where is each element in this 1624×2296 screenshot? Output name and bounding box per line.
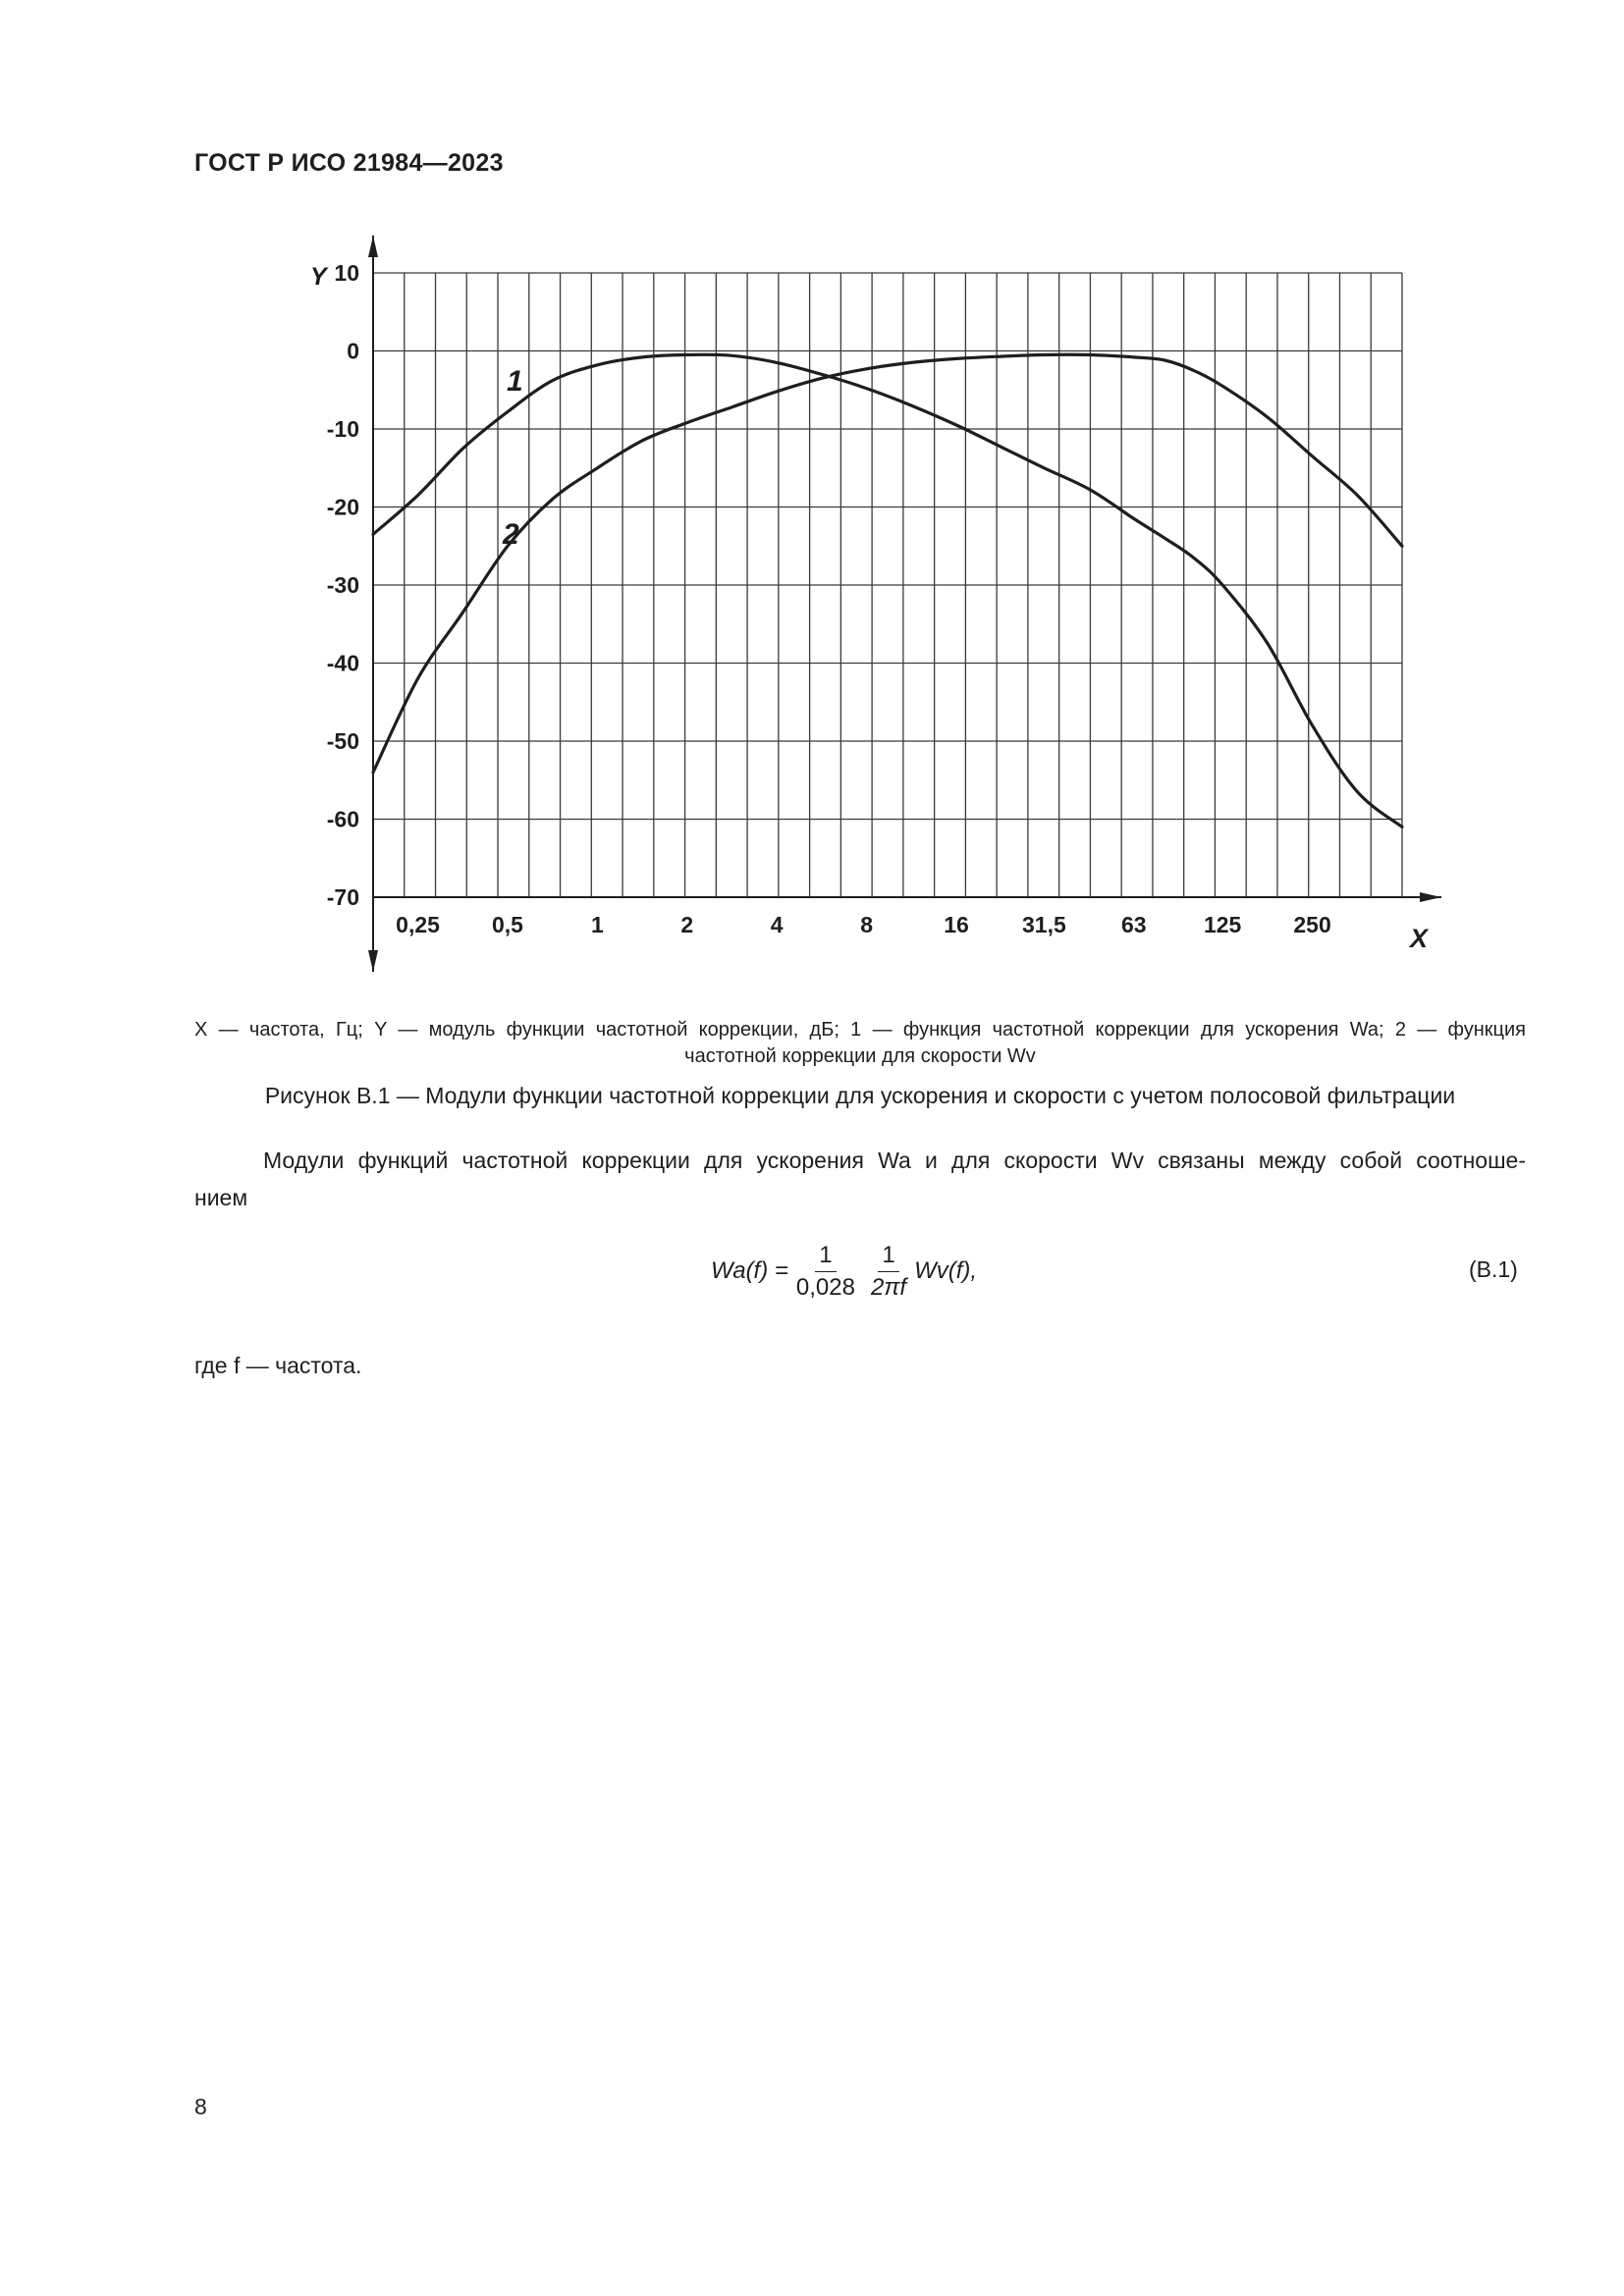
body-paragraph	[194, 1142, 1526, 1216]
y-tick-label: -20	[326, 494, 359, 520]
where-clause: где f — частота.	[194, 1353, 362, 1378]
x-tick-label: 4	[770, 912, 784, 937]
x-tick-label: 0,25	[396, 912, 440, 937]
formula-b1	[711, 1237, 977, 1306]
paragraph-line-1: Модули функций частотной коррекции для ускорения Wa и для скорости Wv связаны между собой соотноше-	[263, 1148, 1526, 1173]
paragraph-line-2: нием	[194, 1185, 248, 1210]
x-axis-arrow	[1420, 892, 1441, 902]
fraction-1-denominator: 0,028	[795, 1273, 855, 1301]
formula-fraction-1	[792, 1241, 859, 1303]
y-tick-label: -40	[326, 650, 359, 676]
y-axis-arrow-up	[368, 236, 378, 257]
document-code: ГОСТ Р ИСО 21984—2023	[194, 149, 504, 177]
figure-legend	[194, 1017, 1526, 1070]
y-tick-label: -30	[326, 572, 359, 598]
series-1-label: 1	[507, 365, 523, 398]
y-axis-arrow-down	[368, 950, 378, 972]
x-tick-label: 31,5	[1022, 912, 1066, 937]
page-number: 8	[194, 2094, 207, 2119]
x-tick-label: 2	[680, 912, 694, 937]
x-tick-label: 0,5	[491, 912, 523, 937]
x-tick-label: 16	[944, 912, 969, 937]
y-tick-label: -70	[326, 884, 359, 910]
legend-line-2: частотной коррекции для скорости Wv	[684, 1045, 1036, 1067]
series-2-line	[373, 354, 1402, 773]
y-tick-label: -10	[326, 416, 359, 442]
frequency-correction-chart	[0, 0, 1624, 991]
formula-fraction-2	[867, 1241, 910, 1303]
formula-lhs: Wa(f) =	[711, 1257, 788, 1284]
x-tick-label: 8	[860, 912, 874, 937]
formula-rhs: Wv(f),	[914, 1257, 978, 1284]
series-2-label: 2	[503, 518, 519, 551]
x-tick-label: 1	[590, 912, 604, 937]
series-1-line	[373, 354, 1402, 827]
fraction-1-numerator: 1	[815, 1241, 836, 1272]
chart-tick-labels	[310, 260, 1430, 953]
figure-caption: Рисунок В.1 — Модули функции частотной коррекции для ускорения и скорости с учетом полосовой фильтрации	[264, 1083, 1456, 1108]
x-tick-label: 63	[1121, 912, 1147, 937]
fraction-2-denominator: 2πf	[870, 1273, 907, 1301]
y-tick-label: -50	[326, 728, 359, 754]
y-axis-title: Y	[310, 263, 327, 291]
x-tick-label: 125	[1203, 912, 1242, 937]
legend-line-1: X — частота, Гц; Y — модуль функции частотной коррекции, дБ; 1 — функция частотной коррекции для ускорения Wa; 2 — функция	[194, 1019, 1526, 1041]
y-tick-label: 0	[347, 338, 359, 364]
fraction-2-numerator: 1	[878, 1241, 898, 1272]
x-axis-title: X	[1410, 924, 1429, 953]
formula-number: (В.1)	[1469, 1256, 1518, 1282]
y-tick-label: -60	[326, 806, 359, 832]
chart-series	[373, 354, 1402, 827]
x-tick-label: 250	[1293, 912, 1331, 937]
y-tick-label: 10	[334, 260, 359, 286]
